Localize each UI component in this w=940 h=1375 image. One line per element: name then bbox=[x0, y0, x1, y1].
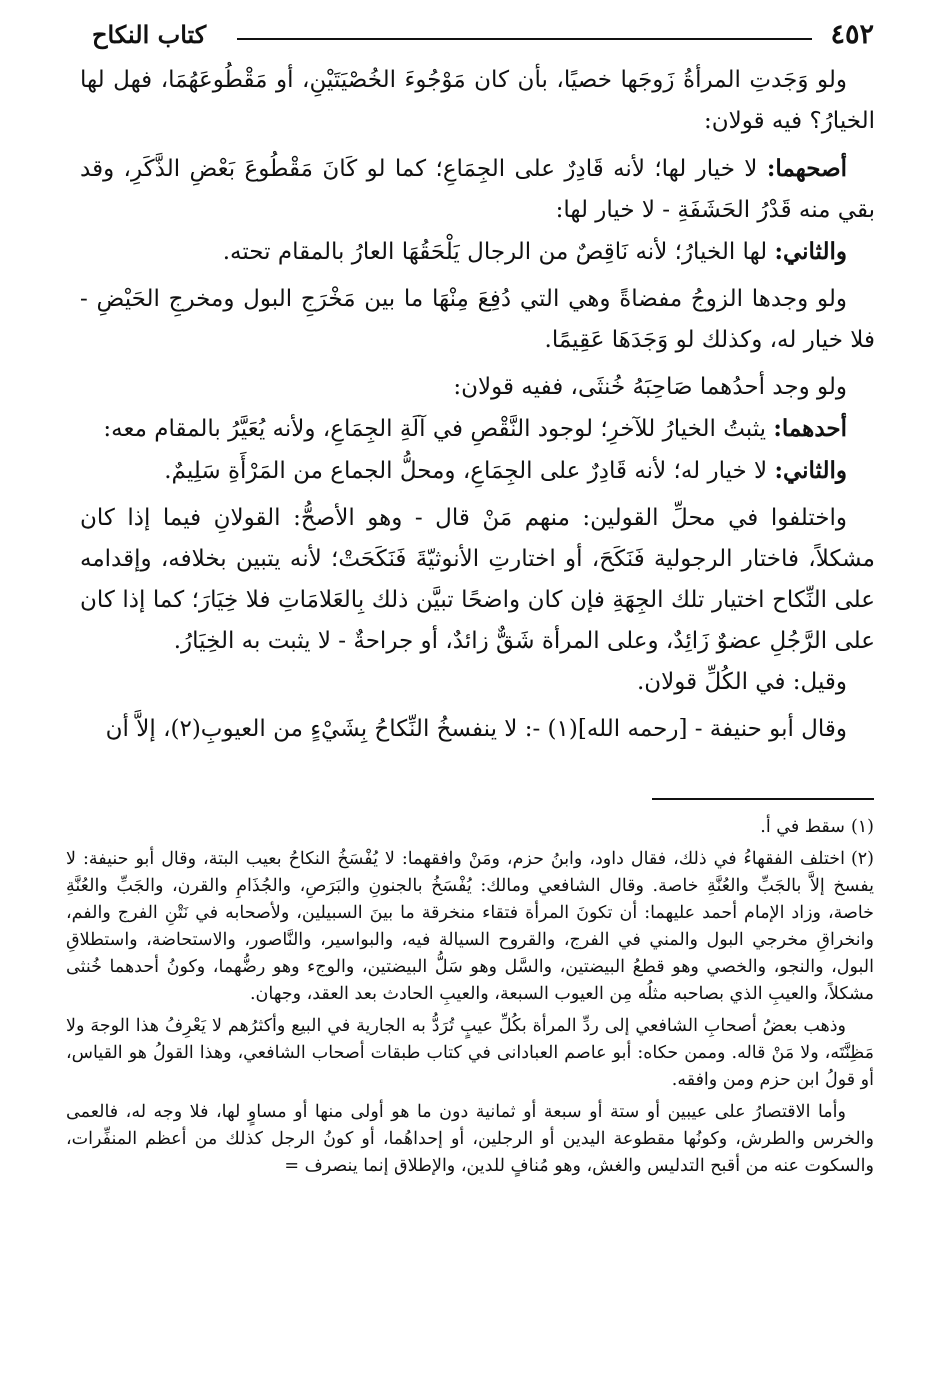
footnote-marker: (٢) bbox=[850, 849, 874, 869]
paragraph: والثاني: لا خيار له؛ لأنه قَادِرٌ على الجِمَاعِ، ومحلُّ الجماع من المَرْأَةِ سَلِيمٌ. bbox=[164, 457, 847, 484]
main-text bbox=[80, 60, 875, 756]
paragraph: أصحهما: لا خيار لها؛ لأنه قَادِرٌ على الجِمَاعِ؛ كما لو كَانَ مَقْطُوعَ بَعْضِ الذَّكَرِ، وقد بقي منه قَدْرُ الحَشَفَةِ - لا خيار لها: bbox=[80, 155, 875, 223]
footnote-separator bbox=[652, 798, 874, 800]
paragraph: ولو وجدها الزوجُ مفضاةً وهي التي دُفِعَ مِنْهَا ما بين مَخْرَجِ البول ومخرجِ الحَيْضِ - فلا خيار له، وكذلك لو وَجَدَهَا عَقِيمًا. bbox=[80, 286, 875, 353]
paragraph: وقيل: في الكُلِّ قولان. bbox=[636, 669, 847, 695]
paragraph: والثاني: لها الخيارُ؛ لأنه نَاقِصٌ من الرجال يَلْحَقُهَا العارُ بالمقام تحته. bbox=[222, 238, 847, 265]
running-title: كتاب النكاح bbox=[92, 20, 207, 49]
paragraph-lead: أصحهما: bbox=[766, 155, 847, 182]
continuation-mark: = bbox=[284, 1156, 299, 1176]
footnote: (١)سقط في أ. bbox=[760, 817, 874, 837]
footnote-paragraph: وأما الاقتصارُ على عيبين أو ستة أو سبعة أو ثمانية دون ما هو أولى منها أو مساوٍ لها، فلا وجه له، فالعمى والخرس والطرش، وكونُها مقطوعة اليدين أو الرجلين، أو إحداهُما، أو كونُ الرجل كذلك من أعظم المنفِّرات، والسكوت عنه من أقبح التدليس والغش، وهو مُنافٍ للدين، والإطلاق إنما ينصرف = bbox=[66, 1102, 874, 1176]
header-rule bbox=[237, 38, 812, 40]
paragraph: واختلفوا في محلِّ القولين: منهم مَنْ قال - وهو الأصحُّ: القولانِ فيما إذا كان مشكلاً، فاختار الرجولية فَنَكَحَ، أو اختارتِ الأنوثيّةَ فَنَكَحَتْ؛ لأنه يتبين بخلافه، وإقدامه على النِّكاح اختيار تلك الجِهَةِ فإن كان واضحًا تبيَّن ذلك بِالعَلامَاتِ فلا خِيَارَ؛ كما إذا كان على الرَّجُلِ عضوٌ زَائِدٌ، وعلى المرأة شَقٌّ زائدٌ، أو جراحةٌ - لا يثبت به الخِيَارُ. bbox=[80, 505, 875, 654]
footnote-paragraph: وذهب بعضُ أصحابِ الشافعي إلى ردِّ المرأة بكُلِّ عيبٍ تُرَدُّ به الجارية في البيع وأكثرُهم لا يَعْرِفُ هذا الوجهَ ولا مَظِنَّتَه، ولا مَنْ قاله. وممن حكاه: أبو عاصم العبادانى في كتاب طبقات أصحاب الشافعي، وهذا القولُ هو القياس، أو قولُ ابن حزم ومن وافقه. bbox=[66, 1016, 874, 1090]
page-number: ٤٥٢ bbox=[830, 19, 874, 50]
paragraph: أحدهما: يثبتُ الخيارُ للآخرِ؛ لوجود النَّقْصِ في آلَةِ الجِمَاعِ، ولأنه يُعَيَّرُ بالمقام معه: bbox=[103, 415, 847, 442]
paragraph: وقال أبو حنيفة - [رحمه الله](١) -: لا ينفسخُ النِّكاحُ بِشَيْءٍ من العيوبِ(٢)، إلاَّ أن bbox=[105, 716, 847, 742]
paragraph-lead: أحدهما: bbox=[773, 415, 847, 442]
paragraph: ولو وجد أحدُهما صَاحِبَهُ خُنثَى، ففيه قولان: bbox=[453, 374, 847, 400]
footnote-marker: (١) bbox=[850, 817, 874, 837]
page-header bbox=[92, 18, 874, 52]
paragraph: ولو وَجَدتِ المرأةُ زَوجَها خصيًا، بأن كان مَوْجُوءَ الخُصْيَتَيْنِ، أو مَقْطُوعَهُمَا، فهل لها الخيارُ؟ فيه قولان: bbox=[80, 67, 875, 134]
paragraph-lead: والثاني: bbox=[774, 238, 847, 265]
paragraph-lead: والثاني: bbox=[774, 457, 847, 484]
footnote: (٢)اختلف الفقهاءُ في ذلك، فقال داود، وابنُ حزم، ومَنْ وافقهما: لا يُفْسَخُ النكاحُ بعيب البتة، وقال أبو حنيفة: لا يفسخ إلاَّ بالجَبِّ والعُنَّةِ خاصة. وقال الشافعي ومالك: يُفْسَخُ بالجنونِ والبَرَصِ، والجُذَامِ والقرن، والجَبِّ والعُنَّةِ خاصة، وزاد الإمام أحمد عليهما: أن تكونَ المرأة فتقاء منخرقة ما بينَ السبيلين، ولأصحابه في نَتْنِ الفرج والفم، وانخراقِ مخرجي البول والمني في الفرج، والقروح السيالة فيه، والبواسير، والنَّاصور، والاستحاضة، واستطلاقِ البول، والنجو، والخصي وهو قطعُ البيضتين، والسَّل وهو سَلُّ البيضتين، والوجء وهو رضُّهما، وكونُ أحدهما خُنثى مشكلاً، والعيبِ الذي بصاحبه مثلُه مِن العيوب السبعة، والعيبِ الحادث بعد العقد، وجهان. bbox=[66, 849, 874, 1004]
footnotes bbox=[66, 814, 874, 1185]
